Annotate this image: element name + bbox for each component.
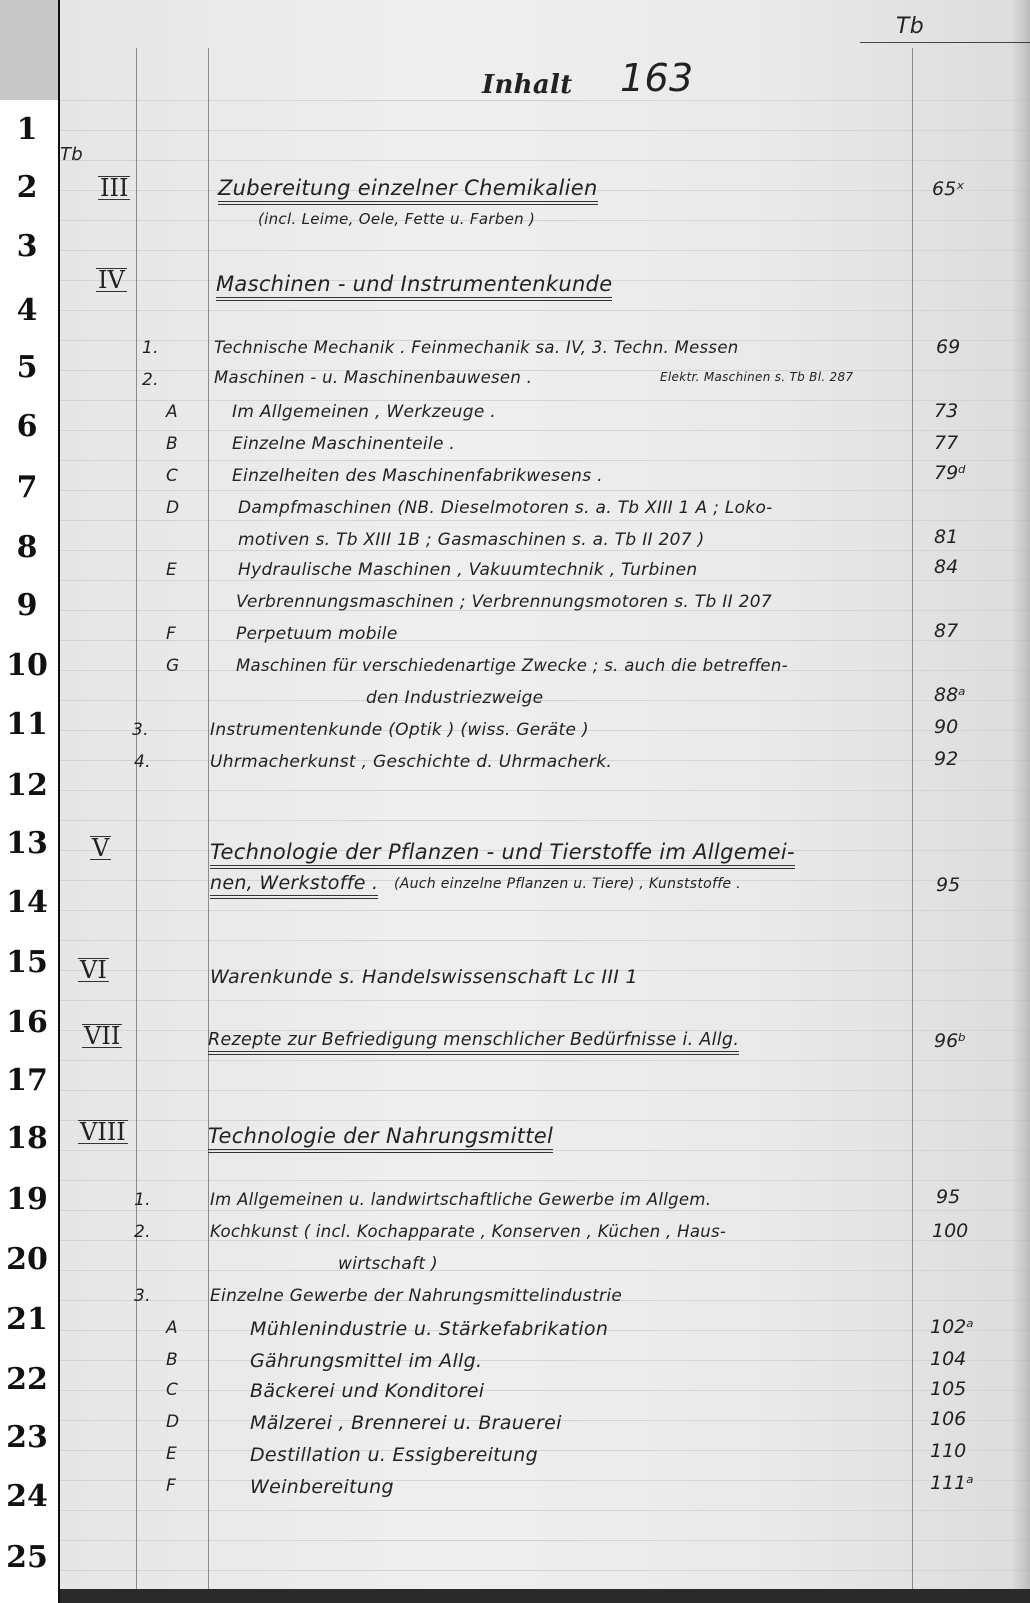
page-ref: 81	[934, 526, 959, 548]
ruled-line	[60, 1120, 1030, 1121]
ruled-line	[60, 700, 1030, 701]
line-number: 7	[16, 470, 38, 505]
ruled-line	[60, 790, 1030, 791]
page-ref: 111ᵃ	[930, 1472, 974, 1494]
page-ref: 79ᵈ	[934, 462, 966, 484]
line-number: 11	[6, 707, 48, 742]
entry-text: Mühlenindustrie u. Stärkefabrikation	[250, 1318, 609, 1340]
line-number: 9	[16, 588, 38, 623]
section-heading: Zubereitung einzelner Chemikalien	[218, 176, 598, 205]
entry-letter: F	[166, 1476, 177, 1496]
section-heading: Maschinen - und Instrumentenkunde	[216, 272, 612, 301]
ruled-line	[60, 1270, 1030, 1271]
entry-text: Hydraulische Maschinen , Vakuumtechnik , Turbinen	[238, 560, 698, 580]
page-ref: 92	[934, 748, 959, 770]
ruled-line	[60, 220, 1030, 221]
entry-text: Gährungsmittel im Allg.	[250, 1350, 483, 1372]
entry-number: 2.	[142, 370, 159, 390]
ruled-line	[60, 160, 1030, 161]
margin-line-inner	[208, 48, 209, 1603]
entry-text: Weinbereitung	[250, 1476, 394, 1498]
ruled-line	[60, 820, 1030, 821]
section-heading: Technologie der Pflanzen - und Tierstoffe im Allgemei-	[210, 840, 795, 869]
ruled-line	[60, 580, 1030, 581]
ruled-line	[60, 1180, 1030, 1181]
entry-letter: E	[166, 1444, 178, 1464]
ruled-line	[60, 1390, 1030, 1391]
page-ref: 102ᵃ	[930, 1316, 974, 1338]
ruled-line	[60, 310, 1030, 311]
line-number: 19	[6, 1182, 48, 1217]
entry-letter: E	[166, 560, 178, 580]
line-number: 17	[6, 1063, 48, 1098]
ruled-line	[60, 940, 1030, 941]
entry-continuation: wirtschaft )	[338, 1254, 438, 1274]
margin-mark: Tb	[60, 144, 84, 165]
entry-text: Technische Mechanik . Feinmechanik sa. IV, 3. Techn. Messen	[214, 338, 739, 357]
line-number: 3	[16, 229, 38, 264]
ruled-line	[60, 640, 1030, 641]
page-ref: 110	[930, 1440, 967, 1462]
line-number: 25	[6, 1540, 48, 1575]
entry-letter: C	[166, 1380, 179, 1400]
ruled-line	[60, 400, 1030, 401]
page-ref: 104	[930, 1348, 967, 1370]
corner-mark: Tb	[896, 14, 925, 39]
line-number: 12	[6, 768, 48, 803]
entry-text: Maschinen - u. Maschinenbauwesen .	[214, 368, 533, 387]
entry-number: 3.	[134, 1286, 151, 1306]
entry-text: Einzelne Maschinenteile .	[232, 434, 456, 454]
line-number: 4	[16, 293, 38, 328]
entry-text: Warenkunde s. Handelswissenschaft Lc III 1	[210, 966, 638, 988]
entry-text: Dampfmaschinen (NB. Dieselmotoren s. a. Tb XIII 1 A ; Loko-	[238, 498, 773, 518]
page-ref: 88ᵃ	[934, 684, 966, 706]
entry-text: Einzelheiten des Maschinenfabrikwesens .	[232, 466, 603, 486]
entry-note: (Auch einzelne Pflanzen u. Tiere) , Kunststoffe .	[394, 876, 741, 892]
ruled-line	[60, 520, 1030, 521]
section-heading-continuation: nen, Werkstoffe .	[210, 872, 378, 899]
ruled-line	[60, 430, 1030, 431]
line-number: 2	[16, 170, 38, 205]
page-ref: 105	[930, 1378, 967, 1400]
ruled-line	[60, 1210, 1030, 1211]
line-number: 1	[16, 112, 38, 147]
page-ref: 106	[930, 1408, 967, 1430]
ruled-line	[60, 1510, 1030, 1511]
page-ref: 84	[934, 556, 959, 578]
entry-letter: D	[166, 498, 180, 518]
page-ref: 100	[932, 1220, 969, 1242]
entry-letter: G	[166, 656, 180, 676]
section-heading: Rezepte zur Befriedigung menschlicher Bedürfnisse i. Allg.	[208, 1030, 739, 1055]
entry-number: 3.	[132, 720, 149, 740]
section-roman: III	[100, 174, 129, 202]
section-roman: VIII	[80, 1118, 126, 1146]
section-heading: Technologie der Nahrungsmittel	[208, 1124, 553, 1153]
entry-letter: B	[166, 1350, 178, 1370]
page-bottom-edge	[60, 1589, 1030, 1603]
page-ref: 95	[936, 1186, 961, 1208]
entry-letter: A	[166, 1318, 178, 1338]
section-roman: VI	[80, 956, 107, 984]
page-ref: 90	[934, 716, 959, 738]
entry-subline: (incl. Leime, Oele, Fette u. Farben )	[258, 210, 536, 228]
entry-continuation: Verbrennungsmaschinen ; Verbrennungsmotoren s. Tb II 207	[236, 592, 772, 612]
line-number: 16	[6, 1005, 48, 1040]
entry-text: Maschinen für verschiedenartige Zwecke ; s. auch die betreffen-	[236, 656, 788, 675]
entry-text: Kochkunst ( incl. Kochapparate , Konserven , Küchen , Haus-	[210, 1222, 727, 1241]
line-number: 6	[16, 409, 38, 444]
entry-letter: F	[166, 624, 177, 644]
ruled-line	[60, 100, 1030, 101]
margin-line-left	[136, 48, 137, 1603]
line-number: 5	[16, 350, 38, 385]
entry-number: 4.	[134, 752, 151, 772]
ruled-line	[60, 1570, 1030, 1571]
line-number: 14	[6, 885, 48, 920]
ruled-line	[60, 1000, 1030, 1001]
line-number: 8	[16, 530, 38, 565]
entry-text: Destillation u. Essigbereitung	[250, 1444, 538, 1466]
entry-letter: D	[166, 1412, 180, 1432]
ruled-line	[60, 490, 1030, 491]
entry-letter: A	[166, 402, 178, 422]
page-ref: 77	[934, 432, 959, 454]
page-edge-shadow	[1012, 0, 1030, 1603]
entry-text: Im Allgemeinen , Werkzeuge .	[232, 402, 496, 422]
entry-text: Mälzerei , Brennerei u. Brauerei	[250, 1412, 562, 1434]
ruled-line	[60, 550, 1030, 551]
entry-text: Perpetuum mobile	[236, 624, 398, 644]
line-number-gutter	[0, 0, 60, 1603]
gutter-header-block	[0, 0, 58, 100]
entry-text: Einzelne Gewerbe der Nahrungsmittelindustrie	[210, 1286, 623, 1306]
ledger-page	[60, 0, 1030, 1603]
entry-note: Elektr. Maschinen s. Tb Bl. 287	[660, 370, 854, 384]
ruled-line	[60, 1060, 1030, 1061]
header-rule	[860, 42, 1030, 43]
line-number: 21	[6, 1302, 48, 1337]
line-number: 22	[6, 1362, 48, 1397]
entry-text: Instrumentenkunde (Optik ) (wiss. Geräte )	[210, 720, 589, 740]
line-number: 24	[6, 1479, 48, 1514]
line-number: 23	[6, 1420, 48, 1455]
entry-letter: B	[166, 434, 178, 454]
ruled-line	[60, 130, 1030, 131]
line-number: 18	[6, 1121, 48, 1156]
entry-text: Uhrmacherkunst , Geschichte d. Uhrmacherk.	[210, 752, 613, 772]
entry-continuation: den Industriezweige	[366, 688, 544, 708]
line-number: 10	[6, 648, 48, 683]
section-roman: V	[92, 834, 110, 862]
ruled-line	[60, 250, 1030, 251]
ruled-line	[60, 1450, 1030, 1451]
ruled-line	[60, 370, 1030, 371]
page-ref: 95	[936, 874, 961, 896]
entry-text: Im Allgemeinen u. landwirtschaftliche Gewerbe im Allgem.	[210, 1190, 712, 1209]
ruled-line	[60, 1480, 1030, 1481]
ruled-line	[60, 460, 1030, 461]
entry-number: 1.	[142, 338, 159, 358]
line-number: 20	[6, 1242, 48, 1277]
line-number: 13	[6, 826, 48, 861]
entry-text: Bäckerei und Konditorei	[250, 1380, 485, 1402]
ruled-line	[60, 910, 1030, 911]
ruled-line	[60, 1540, 1030, 1541]
entry-continuation: motiven s. Tb XIII 1B ; Gasmaschinen s. a. Tb II 207 )	[238, 530, 705, 550]
page-title: Inhalt	[482, 70, 573, 100]
entry-number: 2.	[134, 1222, 151, 1242]
page-ref: 87	[934, 620, 959, 642]
entry-letter: C	[166, 466, 179, 486]
page-ref: 73	[934, 400, 959, 422]
section-roman: VII	[84, 1022, 121, 1050]
page-ref: 96ᵇ	[934, 1030, 967, 1052]
margin-line-right	[912, 48, 913, 1603]
page-ref: 69	[936, 336, 961, 358]
ruled-line	[60, 1360, 1030, 1361]
ruled-line	[60, 1090, 1030, 1091]
line-number: 15	[6, 945, 48, 980]
entry-number: 1.	[134, 1190, 151, 1210]
page-number: 163	[620, 56, 694, 100]
page-ref: 65ˣ	[932, 178, 965, 200]
section-roman: IV	[98, 266, 125, 294]
